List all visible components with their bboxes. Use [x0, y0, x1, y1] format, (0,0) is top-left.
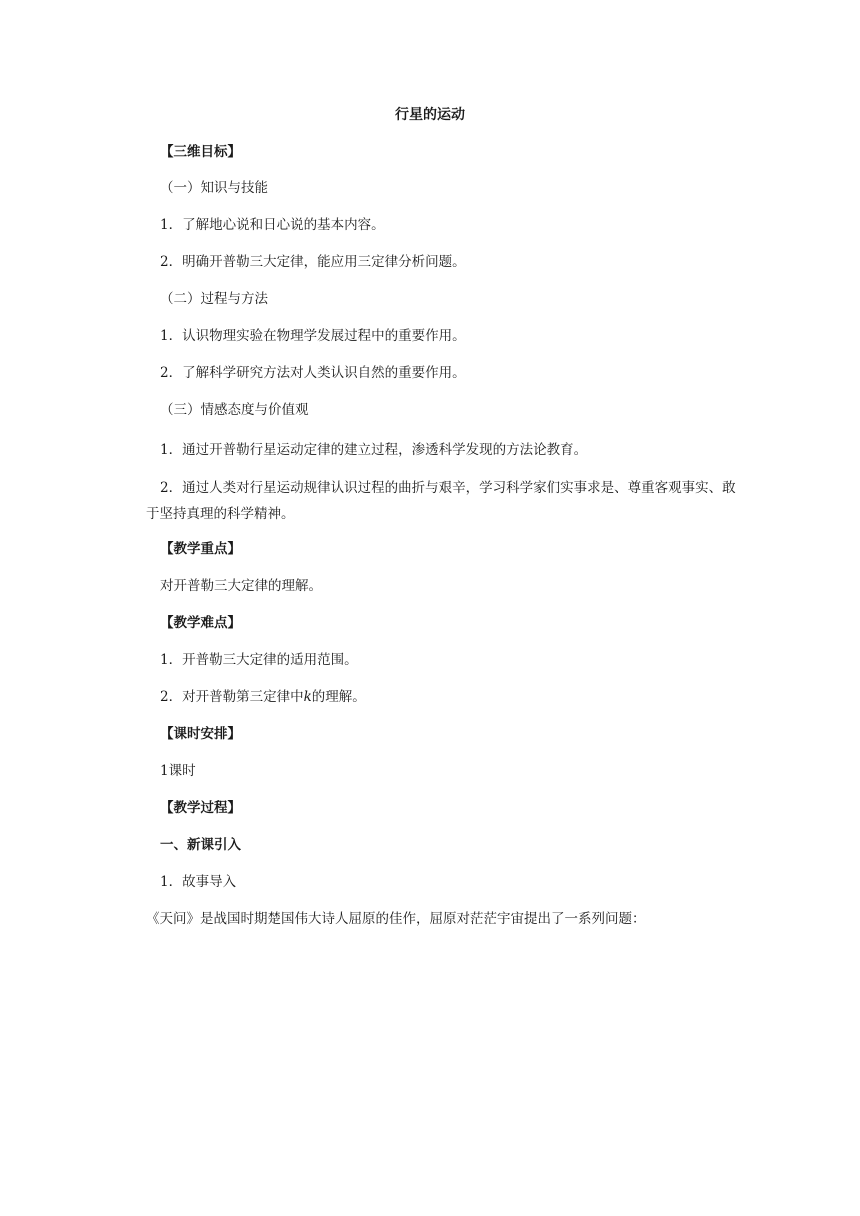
knowledge-item-1: 1．了解地心说和日心说的基本内容。: [160, 217, 385, 233]
variable-k: k: [303, 689, 312, 705]
intro-heading: 一、新课引入: [160, 837, 241, 853]
process-item-1: 1．认识物理实验在物理学发展过程中的重要作用。: [160, 328, 466, 344]
difficulty-heading: 【教学难点】: [160, 615, 241, 631]
difficulty-item-2-prefix: 2．对开普勒第三定律中: [160, 689, 304, 705]
emotion-item-1: 1．通过开普勒行星运动定律的建立过程，渗透科学发现的方法论教育。: [160, 442, 588, 458]
intro-text: 《天问》是战国时期楚国伟大诗人屈原的佳作，屈原对茫茫宇宙提出了一系列问题：: [146, 911, 646, 927]
teaching-process-heading: 【教学过程】: [160, 800, 241, 816]
process-heading: （二）过程与方法: [160, 291, 268, 307]
intro-item-1: 1．故事导入: [160, 874, 237, 890]
knowledge-item-2: 2．明确开普勒三大定律，能应用三定律分析问题。: [160, 254, 466, 270]
emotion-item-2: 2．通过人类对行星运动规律认识过程的曲折与艰辛，学习科学家们实事求是、尊重客观事实、敢于坚持真理的科学精神。: [146, 480, 736, 522]
difficulty-item-2-suffix: 的理解。: [311, 689, 366, 705]
goals-heading: 【三维目标】: [160, 144, 241, 160]
difficulty-item-2: [160, 688, 366, 707]
key-item-1: 对开普勒三大定律的理解。: [160, 578, 322, 594]
schedule-heading: 【课时安排】: [160, 726, 241, 742]
knowledge-heading: （一）知识与技能: [160, 180, 268, 196]
schedule-item-1: 1课时: [160, 763, 196, 779]
document-title: 行星的运动: [395, 107, 465, 123]
difficulty-item-1: 1．开普勒三大定律的适用范围。: [160, 652, 358, 668]
key-heading: 【教学重点】: [160, 541, 241, 557]
emotion-heading: （三）情感态度与价值观: [160, 402, 309, 418]
process-item-2: 2．了解科学研究方法对人类认识自然的重要作用。: [160, 365, 466, 381]
